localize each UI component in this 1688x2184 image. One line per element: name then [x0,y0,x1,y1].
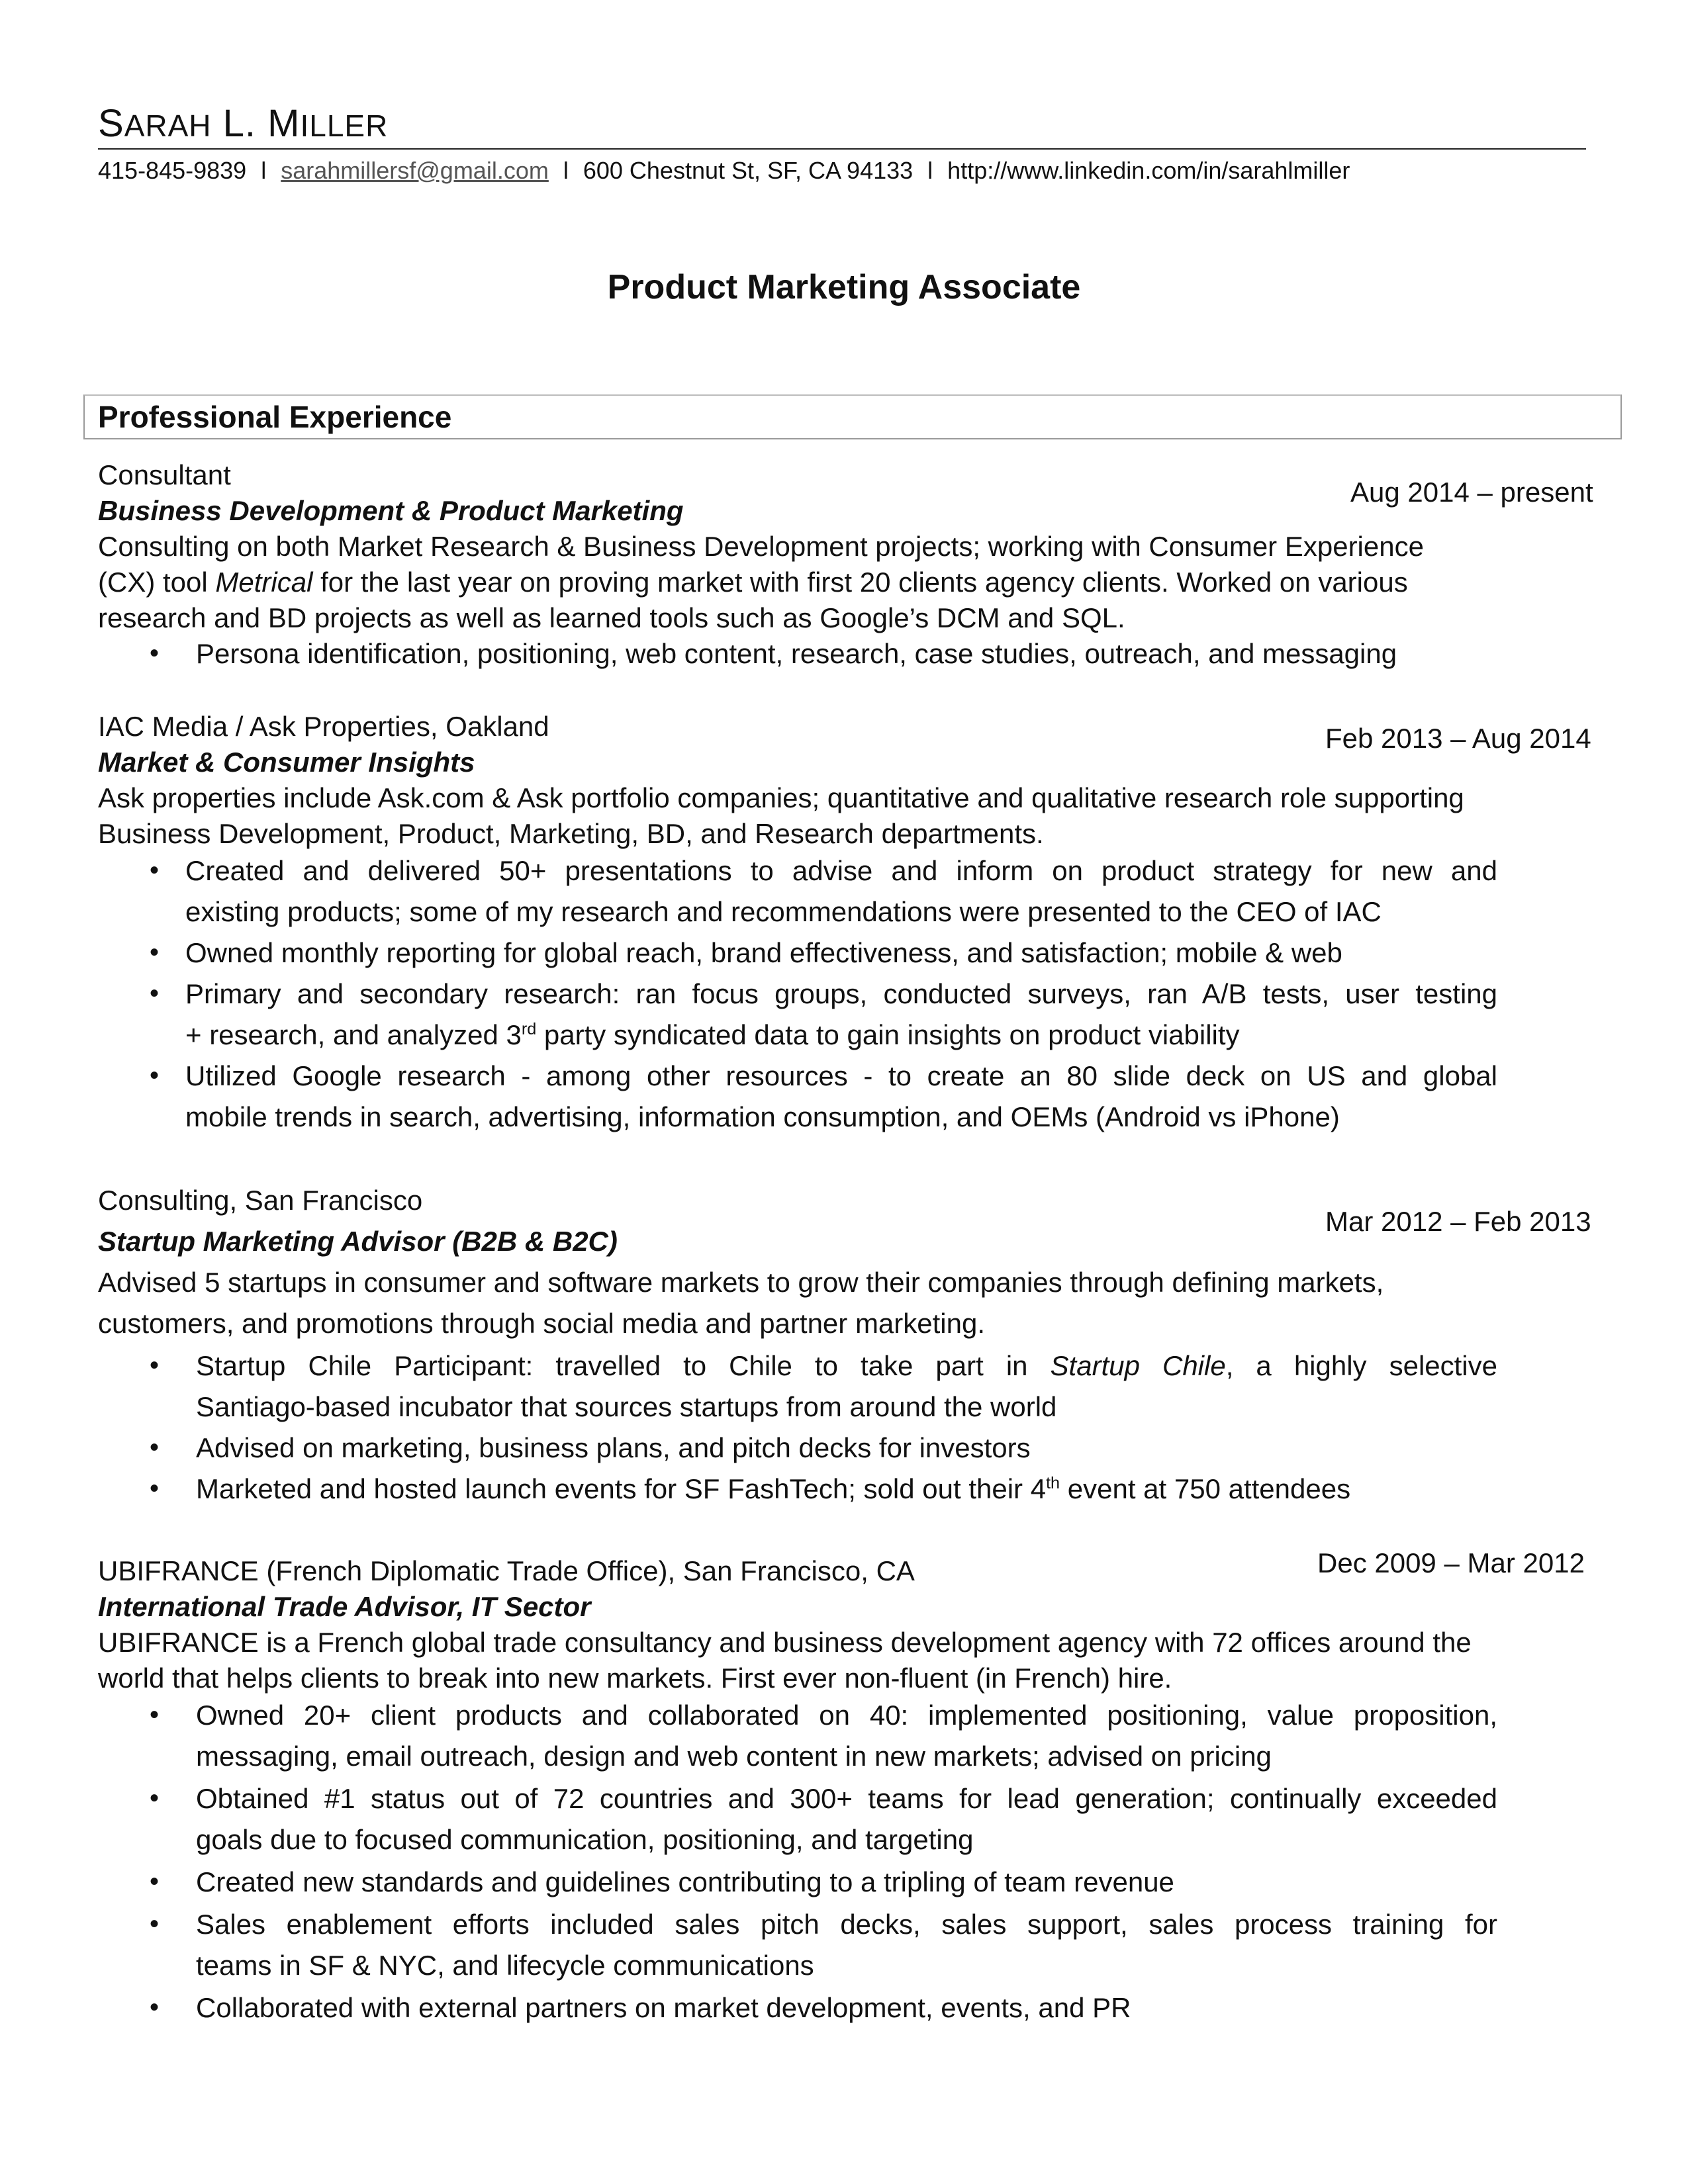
bullet-text: Startup Chile Participant: travelled to Chile to take part in Startup Chile, a highly selective [196,1350,1497,1381]
header-divider [98,148,1586,150]
job-description-line: research and BD projects as well as learned tools such as Google’s DCM and SQL. [98,602,1125,633]
bullet-text: Collaborated with external partners on market development, events, and PR [196,1992,1131,2023]
job-dates: Feb 2013 – Aug 2014 [1325,723,1591,754]
job-role: Business Development & Product Marketing [98,495,684,526]
email-link[interactable]: sarahmillersf@gmail.com [281,157,549,184]
job-description-line: world that helps clients to break into new markets. First ever non-fluent (in French) hire. [98,1662,1172,1694]
name-last-initial: M [267,102,301,145]
name-first-rest: ARAH [124,109,212,143]
bullet-text: Sales enablement efforts included sales pitch decks, sales support, sales process training for [196,1909,1497,1940]
bullet-icon: • [150,1993,160,2022]
job-organization: Consulting, San Francisco [98,1185,423,1216]
bullet-text: Marketed and hosted launch events for SF FashTech; sold out their 4th event at 750 attendees [196,1473,1351,1504]
name-last-rest: ILLER [300,109,389,143]
job-description-line: Consulting on both Market Research & Business Development projects; working with Consumer Experience [98,531,1424,562]
bullet-icon: • [150,1474,160,1503]
candidate-name [98,102,389,145]
job-description-line: UBIFRANCE is a French global trade consultancy and business development agency with 72 offices around the [98,1627,1472,1658]
job-description-line: (CX) tool Metrical for the last year on proving market with first 20 clients agency clients. Worked on various [98,567,1408,598]
bullet-text: Owned monthly reporting for global reach, brand effectiveness, and satisfaction; mobile & web [185,937,1342,968]
section-heading: Professional Experience [98,400,452,434]
bullet-text: Obtained #1 status out of 72 countries and 300+ teams for lead generation; continually exceeded [196,1783,1497,1814]
bullet-icon: • [150,1909,160,1938]
bullet-text: teams in SF & NYC, and lifecycle communications [196,1950,814,1981]
bullet-text: existing products; some of my research and recommendations were presented to the CEO of IAC [185,896,1382,927]
linkedin-url[interactable]: http://www.linkedin.com/in/sarahlmiller [947,157,1350,184]
separator: l [261,157,267,184]
bullet-text: Utilized Google research - among other resources - to create an 80 slide deck on US and global [185,1060,1497,1091]
job-description-line: customers, and promotions through social media and partner marketing. [98,1308,986,1339]
job-organization: Consultant [98,459,231,490]
page-title: Product Marketing Associate [607,268,1081,306]
phone: 415-845-9839 [98,157,247,184]
job-dates: Dec 2009 – Mar 2012 [1317,1547,1585,1578]
bullet-icon: • [150,1867,160,1896]
bullet-text: Primary and secondary research: ran focus groups, conducted surveys, ran A/B tests, user testing [185,978,1497,1009]
bullet-text: Owned 20+ client products and collaborated on 40: implemented positioning, value proposition, [196,1700,1497,1731]
bullet-icon: • [150,1061,160,1090]
job-role: Startup Marketing Advisor (B2B & B2C) [98,1226,618,1257]
job-organization: UBIFRANCE (French Diplomatic Trade Office), San Francisco, CA [98,1555,915,1586]
job-organization: IAC Media / Ask Properties, Oakland [98,711,549,742]
bullet-icon: • [150,856,160,885]
job-role: International Trade Advisor, IT Sector [98,1591,591,1622]
bullet-icon: • [150,1784,160,1813]
bullet-text: Created new standards and guidelines contributing to a tripling of team revenue [196,1866,1174,1897]
bullet-icon: • [150,938,160,967]
bullet-text: Advised on marketing, business plans, and pitch decks for investors [196,1432,1031,1463]
bullet-icon: • [150,1700,160,1729]
bullet-icon: • [150,1351,160,1380]
job-role: Market & Consumer Insights [98,747,475,778]
bullet-text: goals due to focused communication, positioning, and targeting [196,1824,974,1855]
separator: l [563,157,569,184]
bullet-text: + research, and analyzed 3rd party syndicated data to gain insights on product viability [185,1019,1240,1050]
name-first-initial: S [98,102,124,145]
name-middle: L. [222,102,256,145]
contact-line [98,156,1350,185]
bullet-icon: • [150,979,160,1008]
bullet-text: Santiago-based incubator that sources startups from around the world [196,1391,1057,1422]
job-description-line: Advised 5 startups in consumer and software markets to grow their companies through defining markets, [98,1267,1384,1298]
separator: l [927,157,933,184]
address: 600 Chestnut St, SF, CA 94133 [583,157,914,184]
bullet-text: Persona identification, positioning, web content, research, case studies, outreach, and messaging [196,638,1397,669]
bullet-text: Created and delivered 50+ presentations to advise and inform on product strategy for new and [185,855,1497,886]
job-dates: Mar 2012 – Feb 2013 [1325,1206,1591,1237]
job-description-line: Business Development, Product, Marketing, BD, and Research departments. [98,818,1044,849]
job-description-line: Ask properties include Ask.com & Ask portfolio companies; quantitative and qualitative research role supporting [98,782,1464,813]
bullet-text: mobile trends in search, advertising, information consumption, and OEMs (Android vs iPhone) [185,1101,1340,1132]
job-dates: Aug 2014 – present [1350,477,1593,508]
bullet-icon: • [150,639,160,668]
bullet-icon: • [150,1433,160,1462]
bullet-text: messaging, email outreach, design and web content in new markets; advised on pricing [196,1741,1272,1772]
